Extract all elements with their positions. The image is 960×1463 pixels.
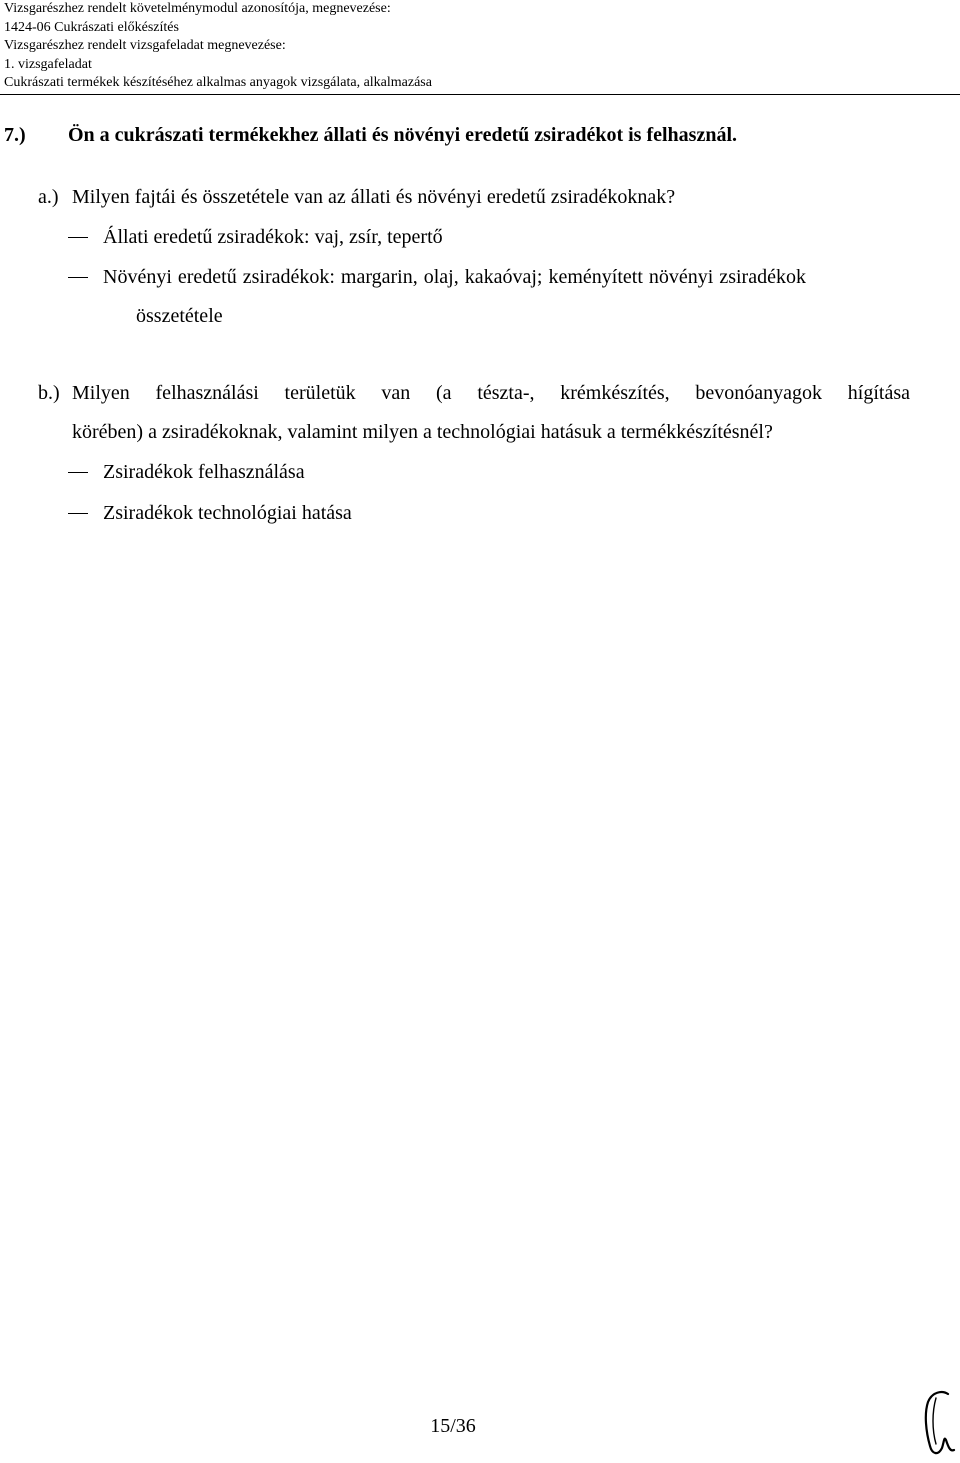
bullet-text: Növényi eredetű zsiradékok: margarin, olaj, kakaóvaj; keményített növényi zsiradékok (103, 266, 806, 288)
header-task-number: 1. vizsgafeladat (4, 56, 92, 72)
part-b-question (38, 374, 910, 452)
bullet-text: Állati eredetű zsiradékok: vaj, zsír, tepertő (103, 226, 443, 248)
question-text: Ön a cukrászati termékekhez állati és növényi eredetű zsiradékot is felhasznál. (68, 124, 738, 146)
part-a-text: Milyen fajtái és összetétele van az állati és növényi eredetű zsiradékoknak? (72, 186, 676, 208)
part-b-bullet-usage (68, 453, 910, 492)
part-b-label: b.) (38, 382, 60, 404)
dash-bullet-icon (68, 277, 88, 278)
bullet-continuation: összetétele (136, 305, 223, 327)
part-a-question (38, 178, 910, 217)
header-module-name: 1424-06 Cukrászati előkészítés (4, 19, 179, 35)
part-b-text-line2: körében) a zsiradékoknak, valamint milyen a technológiai hatásuk a termékkészítésnél? (72, 421, 773, 443)
part-b-bullet-effect (68, 494, 910, 533)
bullet-text: Zsiradékok technológiai hatása (103, 502, 352, 524)
signature-icon (918, 1388, 956, 1460)
dash-bullet-icon (68, 472, 88, 473)
dash-bullet-icon (68, 513, 88, 514)
document-header (4, 0, 432, 93)
bullet-text: Zsiradékok felhasználása (103, 461, 305, 483)
page-number: 15/36 (430, 1415, 476, 1437)
part-a-label: a.) (38, 186, 59, 208)
header-divider (0, 94, 960, 95)
header-task-label: Vizsgarészhez rendelt vizsgafeladat megnevezése: (4, 38, 286, 54)
question-number: 7.) (4, 124, 26, 146)
part-a-bullet-plant (68, 258, 910, 336)
dash-bullet-icon (68, 237, 88, 238)
header-module-label: Vizsgarészhez rendelt követelménymodul azonosítója, megnevezése: (4, 1, 391, 16)
part-a-bullet-animal (68, 218, 910, 257)
header-task-name: Cukrászati termékek készítéséhez alkalmas anyagok vizsgálata, alkalmazása (4, 75, 432, 91)
part-b-text-line1: Milyen felhasználási területük van (a tészta-, krémkészítés, bevonóanyagok hígítása (72, 382, 910, 404)
